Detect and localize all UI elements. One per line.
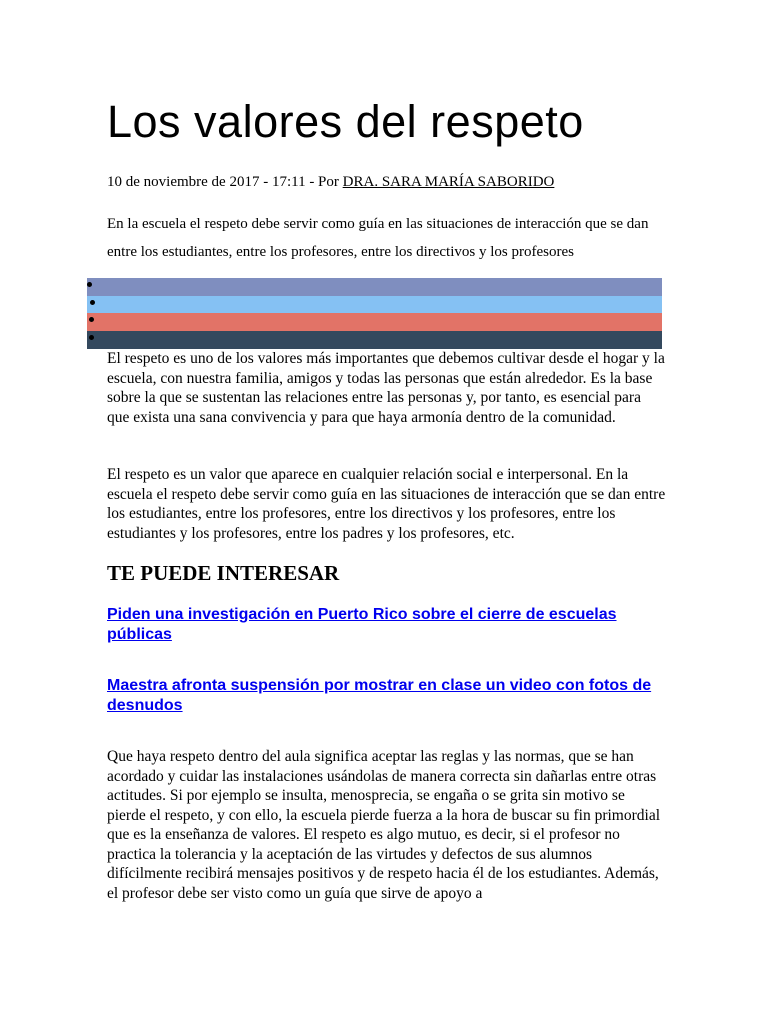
author-link[interactable]: DRA. SARA MARÍA SABORIDO: [342, 174, 555, 190]
article-paragraph: El respeto es uno de los valores más importantes que debemos cultivar desde el hogar y la escuela, con nuestra familia, amigos y todas las personas que están alrededor. Es la base sobre la que se sustentan las relaciones entre las personas y, por tanto, es esencial para que exista una sana convivencia y para que haya armonía dentro de la comunidad.: [107, 350, 665, 426]
related-link[interactable]: Maestra afronta suspensión por mostrar en clase un video con fotos de desnudos: [107, 677, 652, 714]
article-paragraph: Que haya respeto dentro del aula significa aceptar las reglas y las normas, que se han acordado y cuidar las instalaciones usándolas de manera correcta sin dañarlas entre otras actitudes. Si por ejemplo se insulta, menosprecia, se engaña o se grita sin motivo se pierde el respeto, y con ello, la escuela pierde fuerza a la hora de buscar su fin primordial que es la enseñanza de valores. El respeto es algo mutuo, es decir, si el profesor no practica la tolerancia y la aceptación de las virtudes y defectos de sus alumnos difícilmente recibirá mensajes positivos y de respeto hacia él de los estudiantes. Además, el profesor debe ser visto como un guía que sirve de apoyo a: [107, 748, 661, 902]
article-intro: En la escuela el respeto debe servir como guía en las situaciones de interacción que se dan entre los estudiantes, entre los profesores, entre los directivos y los profesores: [107, 216, 649, 260]
article-paragraph: El respeto es un valor que aparece en cualquier relación social e interpersonal. En la escuela el respeto debe servir como guía en las situaciones de interacción que se dan entre los estudiantes, entre los profesores, entre los directivos y los profesores, entre los estudiantes y los profesores, entre los padres y los profesores, etc.: [107, 466, 666, 542]
related-link[interactable]: Piden una investigación en Puerto Rico sobre el cierre de escuelas públicas: [107, 606, 617, 643]
bullet-icon: [89, 317, 94, 322]
share-bar-2[interactable]: [87, 296, 662, 314]
share-bar-3[interactable]: [87, 313, 662, 331]
bullet-icon: [87, 282, 92, 287]
article-byline: [107, 174, 554, 191]
related-heading: TE PUEDE INTERESAR: [107, 561, 340, 585]
article-date: 10 de noviembre de 2017 - 17:11 - Por: [107, 174, 339, 190]
share-bar-1[interactable]: [87, 278, 662, 296]
share-bar-4[interactable]: [87, 331, 662, 349]
bullet-icon: [89, 335, 94, 340]
article-title: Los valores del respeto: [107, 96, 584, 147]
bullet-icon: [90, 300, 95, 305]
